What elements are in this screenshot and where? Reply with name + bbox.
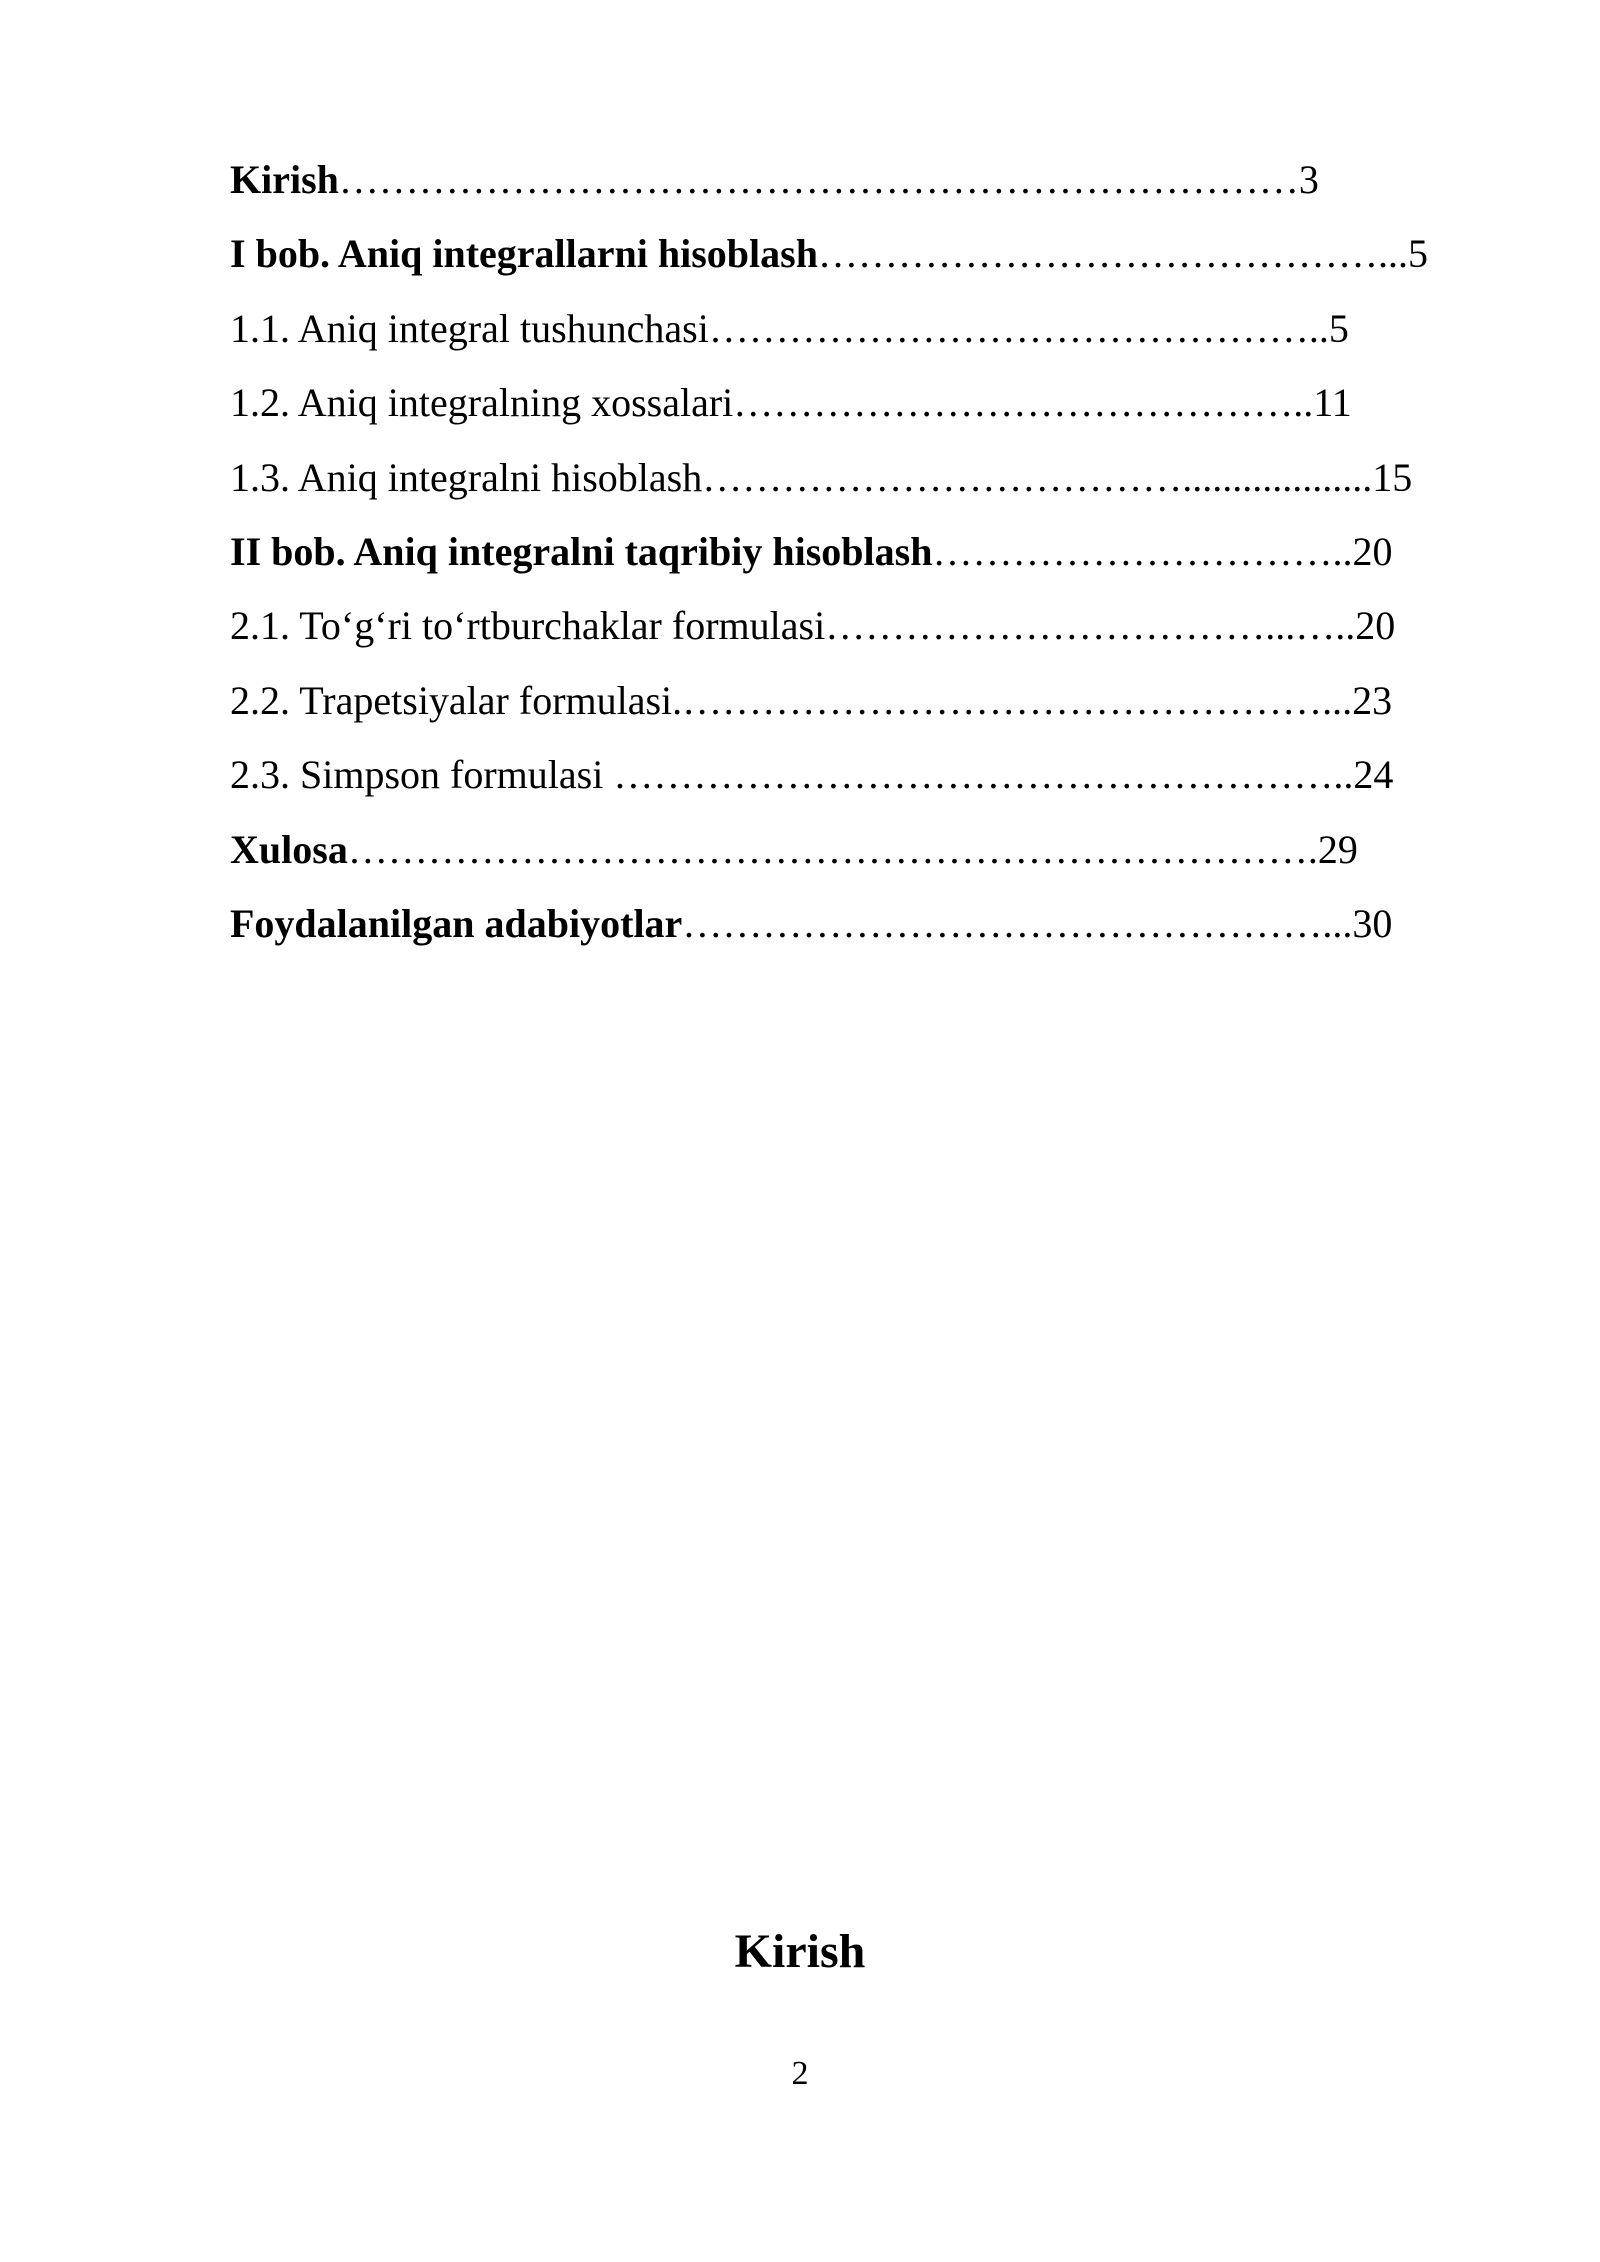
toc-entry-page: 3 [1298,157,1319,202]
toc-entry-label: 1.3. Aniq integralni hisoblash [230,454,703,500]
toc-entry-leader: .…………………………………………... [672,677,1353,723]
toc-entry-leader: …………………………………………... [682,900,1353,946]
toc-entry-label: 1.2. Aniq integralning xossalari [230,380,734,426]
toc-entry-leader: …………………………………….. [733,380,1314,426]
toc-entry-2-3 [230,745,1490,819]
toc-entry-leader: ………………………………................... [702,454,1373,500]
toc-entry-chapter-1 [230,224,1490,298]
toc-entry-label: I bob. Aniq integrallarni hisoblash [230,231,818,277]
toc-entry-references [230,894,1490,968]
toc-entry-2-1 [230,596,1490,670]
toc-entry-label: Kirish [230,157,339,202]
toc-entry-leader: ………………………….. [932,528,1353,574]
toc-entry-leader: ………………………………………………………………. [347,826,1318,872]
section-heading: Kirish [734,1925,866,1978]
toc-entry-leader: ……………………………...….. [825,603,1356,649]
toc-entry-leader: ……………………………………………………………… [338,157,1299,202]
toc-entry-label: 1.1. Aniq integral tushunchasi [230,305,709,351]
toc-entry-page: 23 [1352,677,1393,723]
toc-entry-leader: ……………………………………….. [708,305,1329,351]
toc-entry-page: 11 [1313,380,1352,426]
toc-entry-1-1 [230,299,1490,373]
toc-entry-label: II bob. Aniq integralni taqribiy hisoblash [230,528,933,574]
toc-entry-1-3 [230,448,1490,522]
toc-entry-page: 15 [1372,454,1413,500]
toc-entry-chapter-2 [230,522,1490,596]
toc-entry-leader: ……………………………………………….. [603,752,1354,798]
toc-entry-page: 20 [1355,603,1396,649]
table-of-contents [230,150,1490,968]
toc-entry-1-2 [230,373,1490,447]
toc-entry-kirish [230,150,1490,224]
toc-entry-page: 24 [1353,752,1394,798]
toc-entry-label: Foydalanilgan adabiyotlar [230,900,683,946]
toc-entry-page: 29 [1317,826,1358,872]
toc-entry-label: 2.2. Trapetsiyalar formulasi [230,677,673,723]
toc-entry-label: Xulosa [230,826,348,872]
page-number: 2 [791,2055,809,2092]
toc-entry-xulosa [230,820,1490,894]
toc-entry-page: 30 [1352,900,1393,946]
toc-entry-page: 20 [1352,528,1393,574]
toc-entry-2-2 [230,671,1490,745]
toc-entry-page: 5 [1328,305,1349,351]
toc-entry-label: 2.3. Simpson formulasi [230,752,604,798]
toc-entry-label: 2.1. To‘g‘ri to‘rtburchaklar formulasi [230,603,826,649]
toc-entry-leader: ……………………………………... [817,231,1408,277]
toc-entry-page: 5 [1407,231,1428,277]
